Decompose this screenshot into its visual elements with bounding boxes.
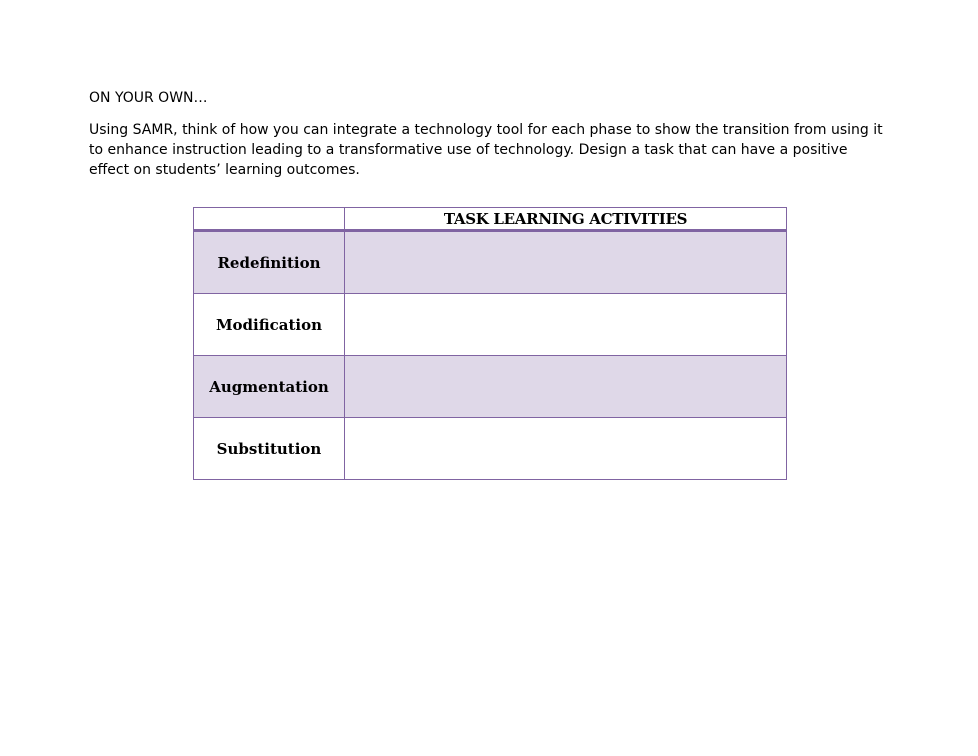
activity-cell[interactable]: [345, 418, 787, 480]
header-empty-cell: [194, 208, 345, 231]
row-label: Augmentation: [194, 356, 345, 418]
header-task-learning-activities: TASK LEARNING ACTIVITIES: [345, 208, 787, 231]
row-label: Substitution: [194, 418, 345, 480]
activity-cell[interactable]: [345, 294, 787, 356]
table-header-row: [194, 208, 787, 231]
table-row-modification: [194, 294, 787, 356]
table-row-redefinition: [194, 231, 787, 294]
table-row-substitution: [194, 418, 787, 480]
samr-table: [193, 207, 787, 480]
section-heading: ON YOUR OWN…: [89, 90, 208, 106]
table-row-augmentation: [194, 356, 787, 418]
activity-cell[interactable]: [345, 231, 787, 294]
activity-cell[interactable]: [345, 356, 787, 418]
row-label: Redefinition: [194, 231, 345, 294]
row-label: Modification: [194, 294, 345, 356]
instructions-paragraph: Using SAMR, think of how you can integrate a technology tool for each phase to show the transition from using it to enhance instruction leading to a transformative use of technology. Design a task that can have a positive effect on students’ learning outcomes.: [89, 122, 883, 178]
